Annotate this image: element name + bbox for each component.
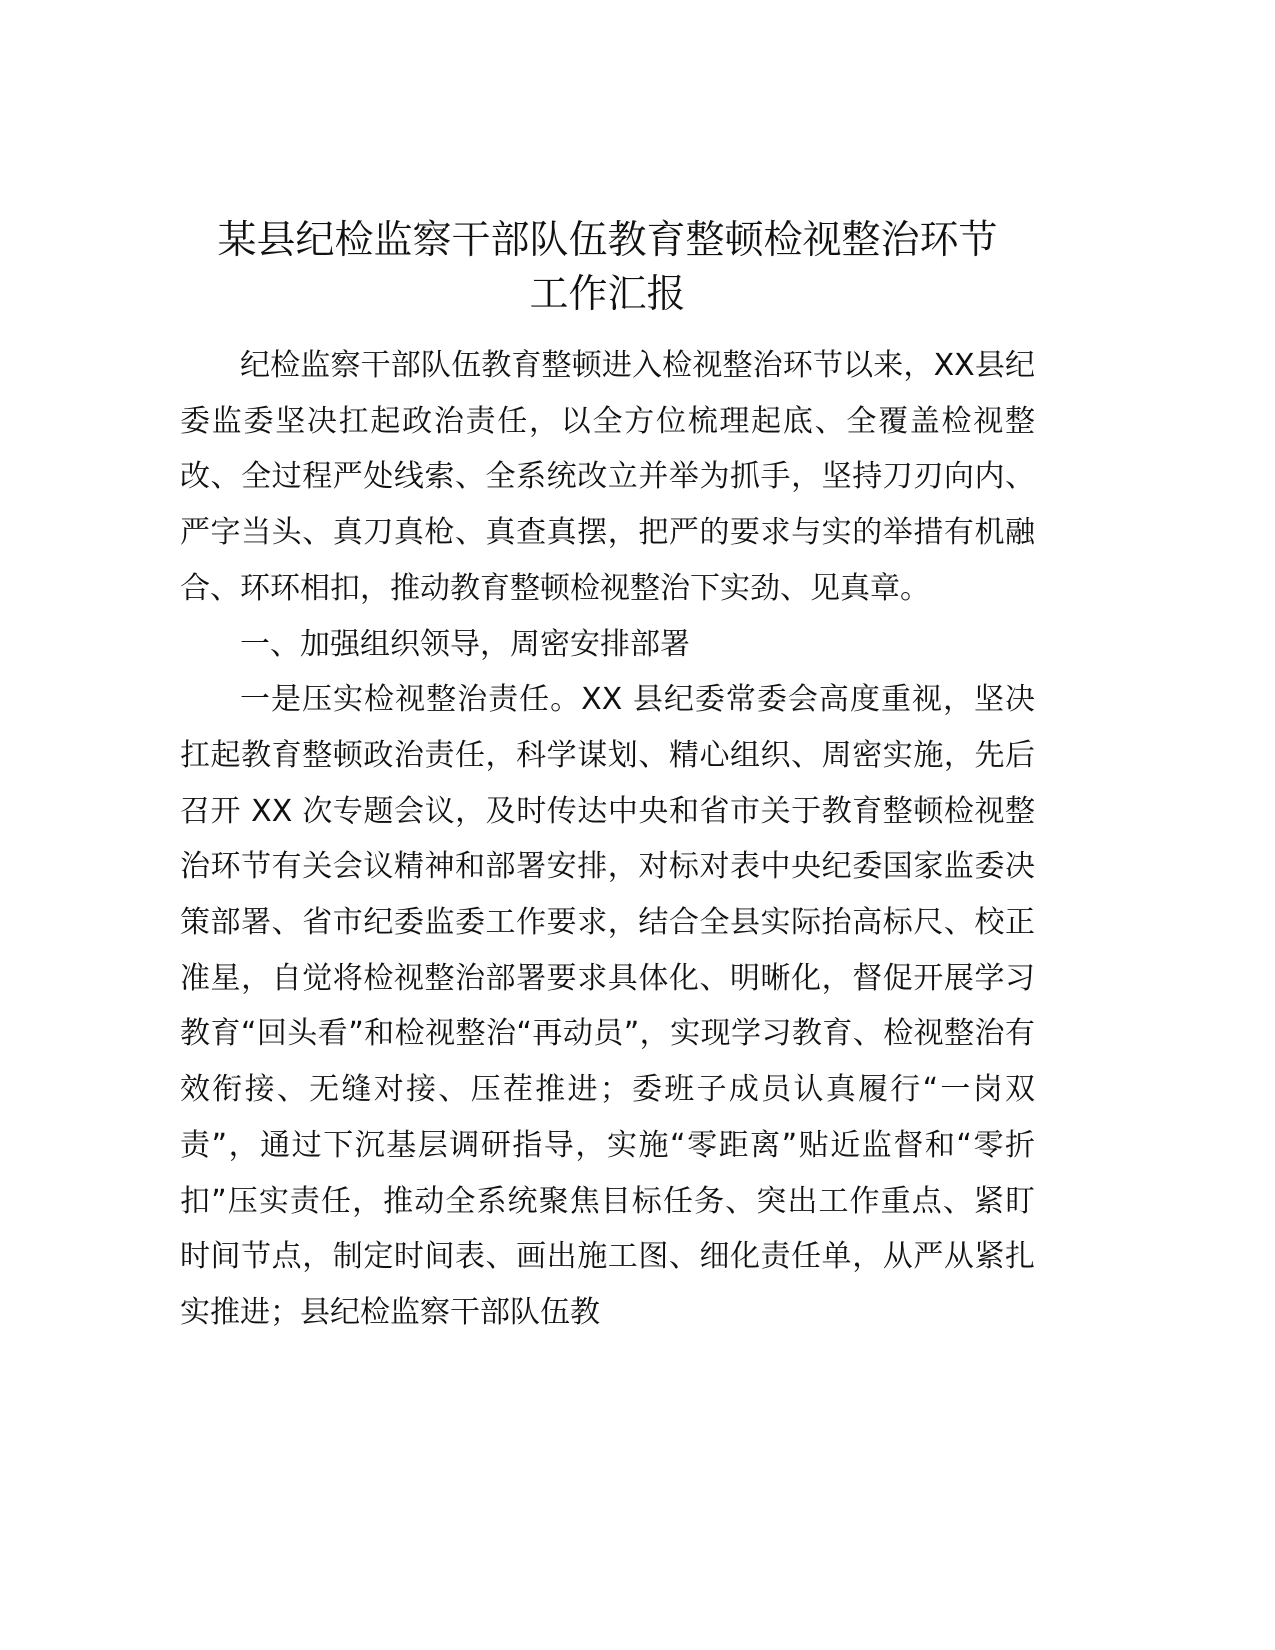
title-line-1: 某县纪检监察干部队伍教育整顿检视整治环节	[217, 218, 998, 263]
body-paragraph-1: 一是压实检视整治责任。XX 县纪委常委会高度重视，坚决扛起教育整顿政治责任，科学谋划、精心组织、周密实施，先后召开 XX 次专题会议，及时传达中央和省市关于教育整顿检视整治环节有关会议精神和部署安排，对标对表中央纪委国家监委决策部署、省市纪委监委工作要求，结合全县实际抬高标尺、校正准星，自觉将检视整治部署要求具体化、明晰化，督促开展学习教育“回头看”和检视整治“再动员”，实现学习教育、检视整治有效衔接、无缝对接、压茬推进；委班子成员认真履行“一岗双责”，通过下沉基层调研指导，实施“零距离”贴近监督和“零折扣”压实责任，推动全系统聚焦目标任务、突出工作重点、紧盯时间节点，制定时间表、画出施工图、细化责任单，从严从紧扎实推进；县纪检监察干部队伍教	[180, 682, 1035, 1330]
document-body	[180, 338, 1035, 1341]
section-heading-1: 一、加强组织领导，周密安排部署	[240, 626, 690, 662]
intro-paragraph: 纪检监察干部队伍教育整顿进入检视整治环节以来，XX县纪委监委坚决扛起政治责任，以全方位梳理起底、全覆盖检视整改、全过程严处线索、全系统改立并举为抓手，坚持刀刃向内、严字当头、真刀真枪、真查真摆，把严的要求与实的举措有机融合、环环相扣，推动教育整顿检视整治下实劲、见真章。	[180, 348, 1035, 606]
document-title	[180, 214, 1035, 322]
title-line-2: 工作汇报	[529, 272, 686, 317]
